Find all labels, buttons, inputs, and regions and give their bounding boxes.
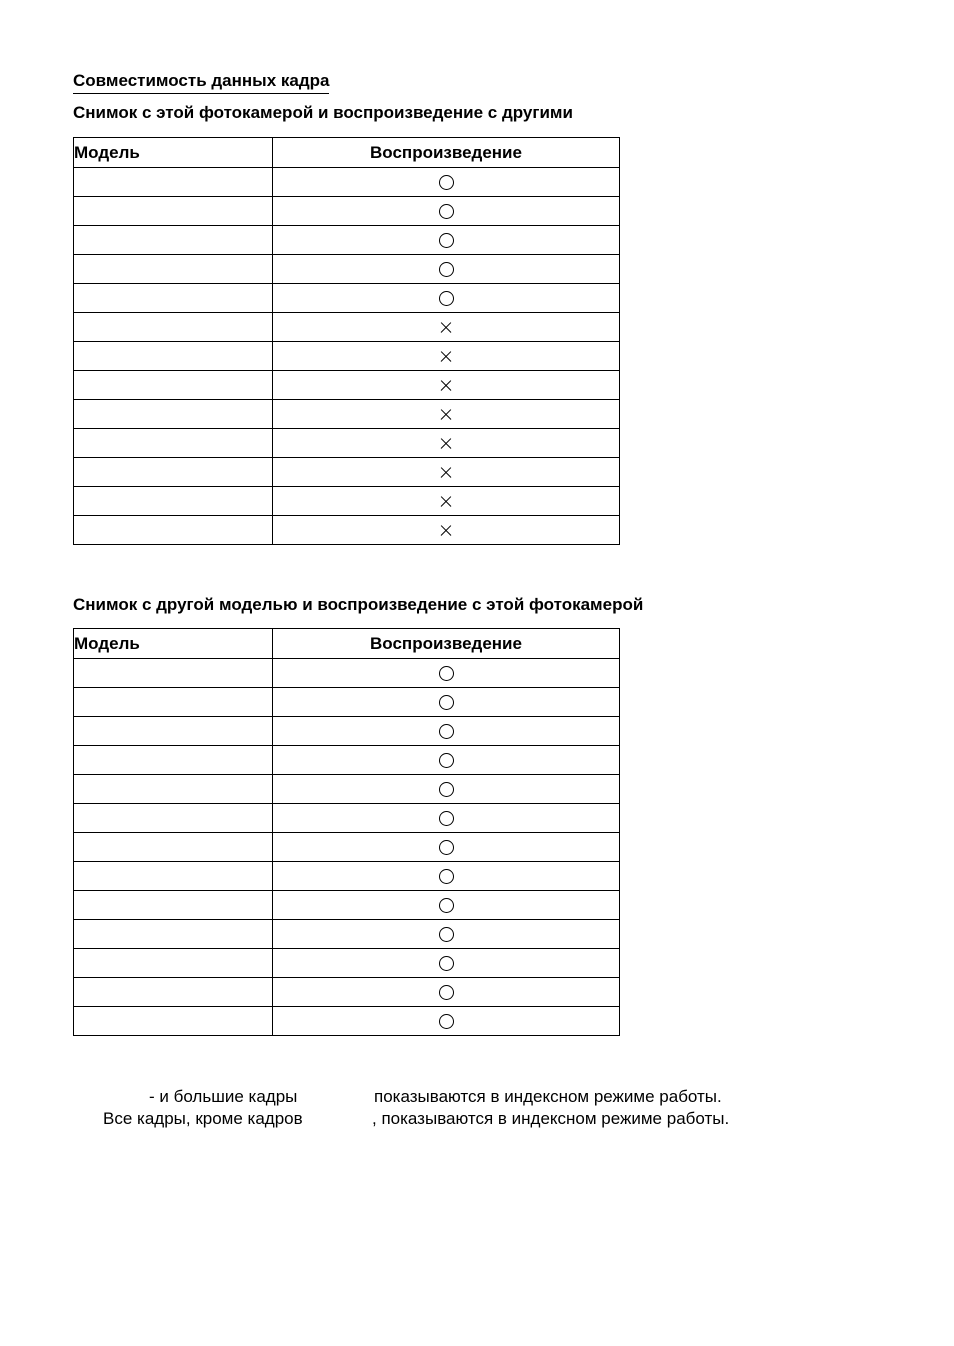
model-cell — [74, 1007, 273, 1036]
table-row — [74, 400, 620, 429]
playback-cell — [273, 516, 620, 545]
playback-cell — [273, 891, 620, 920]
cross-icon — [439, 379, 453, 393]
circle-icon — [439, 695, 454, 710]
circle-icon — [439, 666, 454, 681]
circle-icon — [439, 262, 454, 277]
model-cell — [74, 978, 273, 1007]
table-row — [74, 659, 620, 688]
playback-cell — [273, 226, 620, 255]
playback-cell — [273, 342, 620, 371]
playback-cell — [273, 487, 620, 516]
model-cell — [74, 197, 273, 226]
note-line2-part2: , показываются в индексном режиме работы. — [372, 1109, 730, 1128]
cross-icon — [439, 350, 453, 364]
playback-cell — [273, 168, 620, 197]
circle-icon — [439, 927, 454, 942]
column-header-playback: Воспроизведение — [273, 138, 620, 168]
playback-cell — [273, 746, 620, 775]
playback-cell — [273, 255, 620, 284]
model-cell — [74, 168, 273, 197]
table-row — [74, 516, 620, 545]
model-cell — [74, 804, 273, 833]
playback-cell — [273, 804, 620, 833]
playback-cell — [273, 429, 620, 458]
circle-icon — [439, 753, 454, 768]
cross-icon — [439, 524, 453, 538]
table-header-row — [74, 629, 620, 659]
playback-cell — [273, 862, 620, 891]
playback-cell — [273, 920, 620, 949]
playback-cell — [273, 775, 620, 804]
table-row — [74, 284, 620, 313]
table-row — [74, 978, 620, 1007]
compat-table-this-camera — [73, 137, 620, 545]
cross-icon — [439, 437, 453, 451]
table-row — [74, 833, 620, 862]
column-header-playback: Воспроизведение — [273, 629, 620, 659]
model-cell — [74, 891, 273, 920]
circle-icon — [439, 175, 454, 190]
table-row — [74, 746, 620, 775]
table-row — [74, 688, 620, 717]
table-row — [74, 487, 620, 516]
circle-icon — [439, 869, 454, 884]
circle-icon — [439, 233, 454, 248]
table-row — [74, 226, 620, 255]
section1-heading: Снимок с этой фотокамерой и воспроизведение с другими — [73, 103, 573, 122]
model-cell — [74, 458, 273, 487]
table-body — [74, 168, 620, 545]
playback-cell — [273, 371, 620, 400]
model-cell — [74, 400, 273, 429]
cross-icon — [439, 408, 453, 422]
model-cell — [74, 342, 273, 371]
circle-icon — [439, 204, 454, 219]
table-header-row — [74, 138, 620, 168]
playback-cell — [273, 833, 620, 862]
cross-icon — [439, 495, 453, 509]
table-row — [74, 429, 620, 458]
playback-cell — [273, 313, 620, 342]
model-cell — [74, 313, 273, 342]
table-row — [74, 197, 620, 226]
cross-icon — [439, 321, 453, 335]
model-cell — [74, 429, 273, 458]
model-cell — [74, 659, 273, 688]
model-cell — [74, 284, 273, 313]
circle-icon — [439, 291, 454, 306]
model-cell — [74, 226, 273, 255]
playback-cell — [273, 949, 620, 978]
table-row — [74, 775, 620, 804]
page-title: Совместимость данных кадра — [73, 71, 329, 94]
circle-icon — [439, 811, 454, 826]
model-cell — [74, 371, 273, 400]
section2-heading: Снимок с другой моделью и воспроизведение с этой фотокамерой — [73, 595, 644, 614]
column-header-model: Модель — [74, 138, 273, 168]
table-row — [74, 342, 620, 371]
table-row — [74, 255, 620, 284]
table-row — [74, 949, 620, 978]
circle-icon — [439, 782, 454, 797]
model-cell — [74, 516, 273, 545]
model-cell — [74, 487, 273, 516]
table-row — [74, 1007, 620, 1036]
playback-cell — [273, 978, 620, 1007]
circle-icon — [439, 1014, 454, 1029]
table-row — [74, 168, 620, 197]
column-header-model: Модель — [74, 629, 273, 659]
model-cell — [74, 833, 273, 862]
playback-cell — [273, 659, 620, 688]
playback-cell — [273, 1007, 620, 1036]
playback-cell — [273, 400, 620, 429]
note-line1-part1: - и большие кадры — [149, 1087, 298, 1106]
model-cell — [74, 775, 273, 804]
model-cell — [74, 949, 273, 978]
table-row — [74, 371, 620, 400]
circle-icon — [439, 840, 454, 855]
cross-icon — [439, 466, 453, 480]
table-row — [74, 920, 620, 949]
table-row — [74, 458, 620, 487]
table-body — [74, 659, 620, 1036]
playback-cell — [273, 197, 620, 226]
playback-cell — [273, 284, 620, 313]
model-cell — [74, 862, 273, 891]
circle-icon — [439, 985, 454, 1000]
playback-cell — [273, 458, 620, 487]
circle-icon — [439, 724, 454, 739]
table-row — [74, 862, 620, 891]
model-cell — [74, 717, 273, 746]
model-cell — [74, 255, 273, 284]
circle-icon — [439, 898, 454, 913]
model-cell — [74, 920, 273, 949]
playback-cell — [273, 688, 620, 717]
compat-table-other-models — [73, 628, 620, 1036]
table-row — [74, 717, 620, 746]
note-line2-part1: Все кадры, кроме кадров — [103, 1109, 303, 1128]
table-row — [74, 313, 620, 342]
table-row — [74, 891, 620, 920]
circle-icon — [439, 956, 454, 971]
table-row — [74, 804, 620, 833]
model-cell — [74, 688, 273, 717]
model-cell — [74, 746, 273, 775]
playback-cell — [273, 717, 620, 746]
note-line1-part2: показываются в индексном режиме работы. — [374, 1087, 722, 1106]
